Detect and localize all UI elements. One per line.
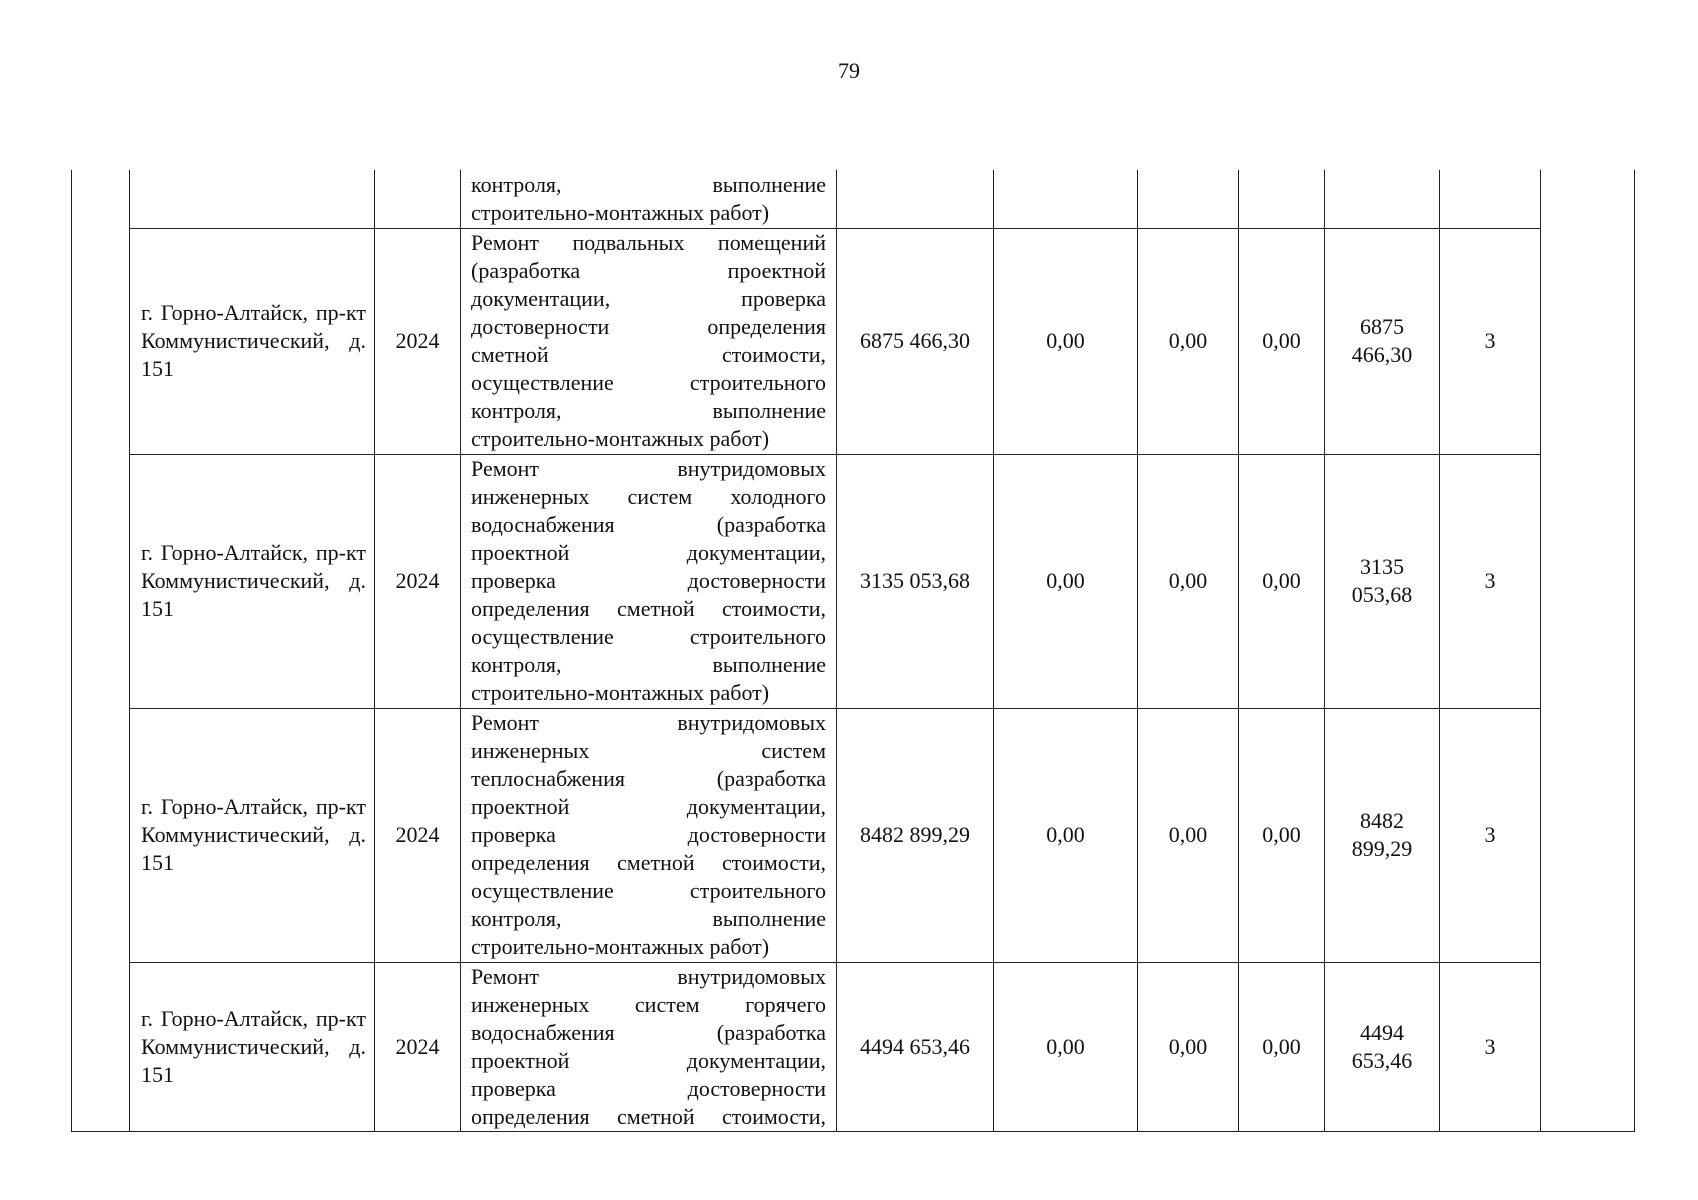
cell-work-description [461, 228, 837, 454]
fund-line: 653,46 [1351, 1047, 1413, 1073]
cell-fund [1325, 962, 1440, 1131]
work-line: водоснабжения (разработка [471, 512, 826, 537]
cell-empty [72, 170, 130, 1131]
work-line: определения сметной стоимости, [471, 1103, 826, 1129]
fund-line: 466,30 [1351, 342, 1413, 367]
cell-cost-total: 4494 653,46 [837, 962, 994, 1131]
cell-code: 3 [1440, 454, 1541, 708]
work-line: осуществление строительного [471, 370, 826, 395]
work-line: инженерных систем холодного [471, 484, 826, 509]
work-line: Ремонт внутридомовых [471, 710, 826, 735]
work-line: осуществление строительного [471, 624, 826, 649]
work-line: проверка достоверности [471, 568, 826, 593]
fund-line: 899,29 [1351, 836, 1413, 861]
cell-fund [1325, 708, 1440, 962]
cell-value [1138, 170, 1239, 228]
cell-year: 2024 [375, 962, 461, 1131]
work-line: проектной документации, [471, 794, 826, 819]
work-line: Ремонт внутридомовых [471, 456, 826, 481]
cell-value: 0,00 [1239, 962, 1325, 1131]
work-line: сметной стоимости, [471, 342, 826, 367]
cell-value: 0,00 [994, 708, 1138, 962]
fund-line: 053,68 [1351, 582, 1413, 607]
table-row [72, 962, 1635, 1131]
cell-cost-total: 3135 053,68 [837, 454, 994, 708]
cell-cost-total [837, 170, 994, 228]
cell-year: 2024 [375, 454, 461, 708]
cell-year: 2024 [375, 708, 461, 962]
cell-value: 0,00 [1239, 454, 1325, 708]
work-line: строительно-монтажных работ) [471, 680, 770, 705]
cell-address: г. Горно-Алтайск, пр-кт Коммунистический, д. 151 [130, 228, 375, 454]
work-line: водоснабжения (разработка [471, 1019, 826, 1045]
work-line: строительно-монтажных работ) [471, 426, 770, 451]
work-line: инженерных систем горячего [471, 991, 826, 1017]
cell-value [994, 170, 1138, 228]
work-line: достоверности определения [471, 314, 826, 339]
cell-year: 2024 [375, 228, 461, 454]
cell-work-description [461, 708, 837, 962]
cell-value: 0,00 [1138, 962, 1239, 1131]
work-line: определения сметной стоимости, [471, 850, 826, 875]
table-row [72, 454, 1635, 708]
work-line: осуществление строительного [471, 878, 826, 903]
work-line: документации, проверка [471, 286, 826, 311]
page-number: 79 [838, 58, 860, 83]
work-line: (разработка проектной [471, 258, 826, 283]
cell-value: 0,00 [1239, 228, 1325, 454]
cell-value: 0,00 [1138, 708, 1239, 962]
works-table [71, 170, 1635, 1132]
work-line: строительно-монтажных работ) [471, 934, 770, 959]
work-line: Ремонт внутридомовых [471, 963, 826, 989]
cell-year [375, 170, 461, 228]
fund-line: 6875 [1360, 314, 1404, 339]
cell-fund [1325, 228, 1440, 454]
cell-code: 3 [1440, 228, 1541, 454]
cell-value [1239, 170, 1325, 228]
cell-value: 0,00 [1239, 708, 1325, 962]
table-row [72, 228, 1635, 454]
cell-empty [1541, 170, 1635, 1131]
cell-fund [1325, 170, 1440, 228]
cell-work-description [461, 170, 837, 228]
work-line: проектной документации, [471, 540, 826, 565]
work-line: проектной документации, [471, 1047, 826, 1073]
table-row-continuation [72, 170, 1635, 228]
work-line: определения сметной стоимости, [471, 596, 826, 621]
work-line: теплоснабжения (разработка [471, 766, 826, 791]
cell-value: 0,00 [994, 454, 1138, 708]
work-line: Ремонт подвальных помещений [471, 230, 826, 255]
cell-cost-total: 6875 466,30 [837, 228, 994, 454]
cell-address: г. Горно-Алтайск, пр-кт Коммунистический, д. 151 [130, 708, 375, 962]
cell-address [130, 170, 375, 228]
cell-cost-total: 8482 899,29 [837, 708, 994, 962]
work-line: инженерных систем [471, 738, 826, 763]
cell-fund [1325, 454, 1440, 708]
cell-code: 3 [1440, 962, 1541, 1131]
table-row [72, 708, 1635, 962]
fund-line: 3135 [1360, 554, 1404, 579]
work-line: проверка достоверности [471, 1075, 826, 1101]
work-line: контроля, выполнение [471, 398, 826, 423]
cell-value: 0,00 [1138, 454, 1239, 708]
cell-code [1440, 170, 1541, 228]
work-line: контроля, выполнение [471, 652, 826, 677]
fund-line: 8482 [1360, 808, 1404, 833]
work-line: проверка достоверности [471, 822, 826, 847]
work-line: контроля, выполнение [471, 906, 826, 931]
cell-work-description [461, 454, 837, 708]
cell-value: 0,00 [994, 228, 1138, 454]
work-line: контроля, выполнение [471, 171, 826, 197]
cell-value: 0,00 [994, 962, 1138, 1131]
cell-address: г. Горно-Алтайск, пр-кт Коммунистический, д. 151 [130, 962, 375, 1131]
cell-work-description [461, 962, 837, 1131]
cell-address: г. Горно-Алтайск, пр-кт Коммунистический, д. 151 [130, 454, 375, 708]
cell-value: 0,00 [1138, 228, 1239, 454]
fund-line: 4494 [1360, 1019, 1404, 1045]
work-line: строительно-монтажных работ) [471, 199, 770, 225]
cell-code: 3 [1440, 708, 1541, 962]
